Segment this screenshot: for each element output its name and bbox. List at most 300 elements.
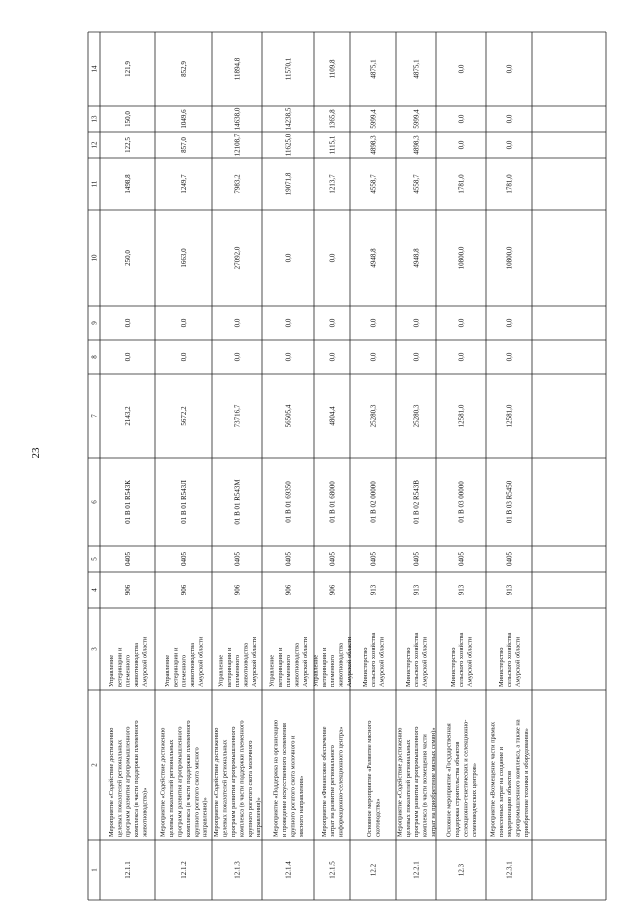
column-number-14 [90,65,98,73]
row-2-executor-line: Амурской области [197,636,205,687]
row-5-value-12 [328,135,336,154]
row-9-value-7 [505,404,513,427]
column-number-6 [90,500,98,504]
row-2-value-10-line: 1663,0 [179,248,188,268]
row-3-name-line: комплекса (в части поддержки племенного [238,720,246,837]
row-6-value-13-line: 5999,4 [369,109,378,129]
row-9-value-11 [505,174,513,194]
row-1-value-13 [124,111,132,127]
column-number-1 [90,868,98,872]
row-8-executor-line: сельского хозяйства [458,632,466,687]
row-7-csr-line: 01 В 02 R543В [412,480,421,524]
row-2-value-12-line: 857,0 [179,137,188,153]
row-9-value-7-line: 12581,0 [505,404,514,428]
row-1-value-11 [124,174,132,194]
row-6-name-line: скотоводства» [374,798,382,837]
column-number-4 [90,588,98,592]
row-9-csr-line: 01 В 03 R5450 [505,480,514,524]
row-3-executor [217,636,258,688]
row-5-executor-line: племенного [329,654,337,687]
row-6-value-9-line: 0,0 [369,318,378,328]
row-1-value-8-line: 0,0 [123,352,132,362]
row-4-value-11-line: 19071,8 [284,172,293,196]
row-6-code [369,863,377,876]
row-4-value-10 [284,253,292,262]
row-4-executor-line: племенного [285,654,293,687]
row-1-name-line: целевых показателей региональных [116,739,124,837]
row-1-value-12 [124,137,132,153]
row-1-value-9-line: 0,0 [123,318,132,328]
row-6-value-9 [369,318,377,327]
row-5-value-11-line: 1213,7 [328,174,337,194]
row-4-executor-line: Управление [268,654,276,687]
row-4-grbs [284,584,292,595]
column-number-2-line: 2 [90,763,99,767]
row-7-value-7 [412,404,420,427]
row-3-value-9 [233,318,241,327]
row-4-code [284,861,292,879]
row-6-rzpr-line: 0405 [369,552,378,566]
row-1-value-7 [124,406,132,426]
row-7-code [412,861,420,879]
row-2-value-11-line: 1249,7 [179,174,188,194]
row-2-value-13-line: 1049,6 [179,109,188,129]
row-1-code-line: 12.1.1 [123,861,132,879]
column-number-11 [90,180,98,187]
row-7-value-12 [412,135,420,155]
row-9-executor-line: Амурской области [514,636,522,687]
row-2-value-7 [180,406,188,426]
row-9-value-9-line: 0,0 [505,318,514,328]
column-number-2 [90,763,98,767]
row-4-value-12 [284,133,292,156]
row-6-value-13 [369,109,377,129]
row-6-value-7-line: 25280,3 [369,404,378,428]
row-3-value-13 [233,107,241,130]
row-4-grbs-line: 906 [284,584,293,596]
row-8-value-11 [457,174,465,194]
row-6-executor-line: Амурской области [378,636,386,687]
row-7-value-9 [412,318,420,327]
row-7-grbs-line: 913 [412,584,421,596]
row-3-value-12-line: 12108,7 [233,133,242,157]
row-6-value-11-line: 4558,7 [369,174,378,194]
row-8-value-9 [457,318,465,327]
row-9-grbs [505,584,513,595]
row-2-name-line: комплекса (в части поддержки племенного [184,720,192,837]
row-5-grbs [328,584,336,595]
row-4-value-14 [284,57,292,80]
column-number-4-line: 4 [90,588,99,592]
row-5-value-12-line: 1115,1 [328,135,337,155]
row-6-name-line: Основное мероприятие «Развитие мясного [366,720,374,837]
row-8-value-12-line: 0,0 [457,140,466,150]
row-5-value-13-line: 1365,8 [328,109,337,129]
row-7-value-7-line: 25280,3 [412,404,421,428]
row-7-value-12-line: 4898,3 [412,135,421,155]
row-9-name-line: модернизацию объектов [506,770,514,837]
row-6-executor-line: сельского хозяйства [370,632,378,687]
row-3-value-9-line: 0,0 [233,318,242,328]
row-8-grbs-line: 913 [457,584,466,596]
row-9-value-13-line: 0,0 [505,114,514,124]
row-4-name-line: крупного рогатого скота молочного и [289,735,297,837]
row-9-value-11-line: 1781,0 [505,174,514,194]
row-1-name-line: программ развития агропромышленного [124,726,132,837]
row-2-executor-line: ветеринарии и [172,647,180,687]
row-4-value-7 [284,404,292,427]
row-4-name [273,720,305,837]
column-number-8 [90,355,98,359]
row-8-name [446,720,478,837]
row-5-value-8-line: 0,0 [328,352,337,362]
row-3-name-line: Мероприятие «Содействие достижению [213,727,221,837]
row-6-value-14-line: 4875,1 [369,59,378,79]
row-5-value-11 [328,174,336,194]
row-7-value-13-line: 5999,4 [412,109,421,129]
row-9-name [489,719,530,837]
row-2-executor-line: животноводства [189,643,197,687]
row-8-value-7 [457,404,465,427]
row-9-code [505,861,513,879]
row-7-value-14-line: 4875,1 [412,59,421,79]
row-9-value-8 [505,352,513,361]
row-6-csr [369,481,377,523]
row-9-rzpr [505,552,513,567]
row-2-value-11 [180,174,188,194]
column-number-13-line: 13 [90,115,99,123]
row-3-value-10 [233,246,241,269]
row-3-rzpr [233,552,241,567]
row-9-grbs-line: 913 [505,584,514,596]
column-number-5-line: 5 [90,557,99,561]
row-7-name-line: целевых показателей региональных [404,739,412,837]
row-3-value-8 [233,352,241,361]
row-3-name-line: направления)» [255,797,263,837]
row-6-grbs-line: 913 [369,584,378,596]
row-2-name-line: программ развития агропромышленного [176,726,184,837]
row-8-value-13 [457,114,465,123]
column-number-10-line: 10 [90,254,99,262]
row-6-grbs [369,584,377,595]
column-number-12-line: 12 [90,141,99,149]
row-5-value-7-line: 4804,4 [328,406,337,426]
row-9-value-12 [505,140,513,149]
row-1-csr [124,480,132,524]
row-4-value-10-line: 0,0 [284,253,293,263]
row-6-value-14 [369,59,377,79]
row-9-value-14-line: 0,0 [505,64,514,74]
row-8-rzpr-line: 0405 [457,552,466,566]
row-4-value-9-line: 0,0 [284,318,293,328]
row-5-rzpr [328,552,336,567]
row-7-name-line: затрат на приобретение мясных семян)» [430,727,438,837]
row-6-value-10-line: 4948,8 [369,248,378,268]
row-2-value-9-line: 0,0 [179,318,188,328]
row-7-value-10-line: 4948,8 [412,248,421,268]
row-1-name-line: Мероприятие «Содействие достижению [107,727,115,837]
row-1-value-10 [124,250,132,266]
row-8-executor [450,632,474,687]
row-5-value-10-line: 0,0 [328,253,337,263]
row-5-csr [328,481,336,523]
row-9-value-10 [505,246,513,269]
row-5-executor-line: ветеринарии и [320,647,328,687]
row-7-value-9-line: 0,0 [412,318,421,328]
row-2-csr [180,480,188,524]
row-3-value-11-line: 7983,2 [233,174,242,194]
row-7-name-line: комплекса (в части возмещения части [421,734,429,837]
row-5-name-line: Мероприятие «Финансовое обеспечение [320,726,328,837]
row-6-executor [362,632,386,687]
row-2-value-9 [180,318,188,327]
row-1-value-10-line: 250,0 [123,250,132,266]
row-3-value-8-line: 0,0 [233,352,242,362]
row-5-code [328,861,336,879]
row-7-rzpr [412,552,420,567]
row-3-value-12 [233,133,241,156]
row-1-executor-line: животноводства [133,643,141,687]
row-1-code [124,861,132,879]
row-7-value-8-line: 0,0 [412,352,421,362]
row-5-value-10 [328,253,336,262]
row-2-value-12 [180,137,188,153]
row-6-value-8-line: 0,0 [369,352,378,362]
row-2-csr-line: 01 В 01 R543Л [179,480,188,524]
row-4-name-line: Мероприятие «Поддержка на организацию [272,719,280,837]
row-5-executor [312,636,353,688]
row-3-value-7-line: 73716,7 [233,404,242,428]
row-1-value-7-line: 2143,2 [123,406,132,426]
row-8-value-8-line: 0,0 [457,352,466,362]
row-6-value-11 [369,174,377,194]
column-number-10 [90,254,98,262]
row-1-value-14 [124,61,132,77]
row-1-value-14-line: 121,9 [123,61,132,77]
row-4-value-13-line: 14238,5 [284,107,293,131]
row-4-executor-line: животноводства [293,643,301,687]
row-9-value-9 [505,318,513,327]
row-1-csr-line: 01 В 01 R543К [123,480,132,524]
row-3-name-line: целевых показателей региональных [221,739,229,837]
row-3-value-11 [233,174,241,194]
row-8-name-line: селекционно-генетических и селекционно- [462,719,470,837]
row-8-name-line: семеноводческих центров» [470,763,478,837]
row-3-code [233,861,241,879]
row-9-executor-line: Министерство [497,647,505,687]
row-7-value-8 [412,352,420,361]
row-5-name-line: информационно-селекционного центра» [337,726,345,837]
row-9-csr [505,480,513,523]
row-5-value-9-line: 0,0 [328,318,337,328]
row-2-value-14 [180,61,188,77]
row-7-name-line: программ развития агропромышленного [413,726,421,837]
row-1-rzpr [124,552,132,567]
row-3-value-10-line: 27092,0 [233,246,242,270]
row-7-value-14 [412,59,420,79]
row-1-executor-line: ветеринарии и [116,647,124,687]
row-8-grbs [457,584,465,595]
row-9-value-13 [505,114,513,123]
row-1-grbs-line: 906 [123,584,132,596]
row-5-rzpr-line: 0405 [328,552,337,566]
column-number-5 [90,557,98,561]
row-1-value-13-line: 150,0 [123,111,132,127]
row-2-name-line: направления)» [201,797,209,837]
row-3-name [213,720,262,837]
row-2-code-line: 12.1.2 [179,861,188,879]
row-4-csr-line: 01 В 01 69350 [284,481,293,523]
row-7-executor-line: сельского хозяйства [413,632,421,687]
row-2-value-13 [180,109,188,129]
row-4-value-11 [284,172,292,195]
row-9-code-line: 12.3.1 [505,861,514,879]
row-6-name [366,721,381,837]
row-2-code [180,861,188,879]
row-1-value-11-line: 1498,8 [123,174,132,194]
row-3-executor-line: племенного [234,654,242,687]
column-number-7 [90,414,98,418]
row-8-value-11-line: 1781,0 [457,174,466,194]
row-7-code-line: 12.2.1 [412,861,421,879]
row-8-code [457,863,465,876]
row-4-value-8 [284,352,292,361]
row-9-name-line: приобретение техники и оборудования» [523,728,531,837]
row-5-value-7 [328,406,336,426]
row-2-name-line: крупного рогатого скота мясного [193,747,201,837]
row-3-executor-line: животноводства [242,643,250,687]
row-8-value-10-line: 10800,0 [457,246,466,270]
row-2-value-14-line: 852,9 [179,61,188,77]
row-2-name [160,720,209,837]
row-7-value-13 [412,109,420,129]
row-9-executor [498,632,522,687]
row-9-value-12-line: 0,0 [505,140,514,150]
row-8-csr-line: 01 В 03 00000 [457,481,466,523]
row-3-grbs [233,584,241,595]
column-number-9-line: 9 [90,321,99,325]
row-2-rzpr [180,552,188,567]
column-number-9 [90,321,98,325]
row-8-value-13-line: 0,0 [457,114,466,124]
row-5-name-line: затрат на развитие регионального [329,745,337,837]
row-5-value-9 [328,318,336,327]
row-9-name-line: агропромышленного комплекса, а также на [514,719,522,837]
row-1-value-8 [124,352,132,361]
row-6-value-7 [369,404,377,427]
row-8-value-7-line: 12581,0 [457,404,466,428]
row-2-grbs [180,584,188,595]
row-3-csr-line: 01 В 01 R543М [233,479,242,525]
row-4-name-line: и проведение искусственного осеменения [281,723,289,837]
row-9-name-line: понесенных затрат на создание и [497,746,505,837]
row-9-executor-line: сельского хозяйства [506,632,514,687]
page-number: 23 [30,447,42,459]
row-6-rzpr [369,552,377,567]
row-3-executor-line: Управление [217,654,225,687]
row-5-value-8 [328,352,336,361]
row-8-value-12 [457,140,465,149]
row-8-executor-line: Министерство [449,647,457,687]
row-2-name-line: Мероприятие «Содействие достижению [159,727,167,837]
row-3-rzpr-line: 0405 [233,552,242,566]
row-3-csr [233,479,241,525]
row-4-executor-line: ветеринарии и [276,647,284,687]
row-2-name-line: целевых показателей региональных [168,739,176,837]
column-number-6-line: 6 [90,500,99,504]
row-2-rzpr-line: 0405 [179,552,188,566]
row-3-code-line: 12.1.3 [233,861,242,879]
row-1-value-12-line: 122,5 [123,137,132,153]
row-4-csr [284,481,292,523]
row-1-name-line: животноводства)» [141,787,149,837]
row-5-value-14-line: 1109,8 [328,59,337,79]
row-7-executor-line: Министерство [404,647,412,687]
column-number-3 [90,647,98,651]
row-7-value-11 [412,174,420,194]
row-3-value-14 [233,57,241,80]
row-2-grbs-line: 906 [179,584,188,596]
row-8-value-8 [457,352,465,361]
row-6-value-12-line: 4898,3 [369,135,378,155]
column-number-8-line: 8 [90,355,99,359]
row-4-executor [268,636,309,688]
row-3-executor-line: Амурской области [251,636,259,687]
row-3-value-7 [233,404,241,427]
row-1-executor-line: Амурской области [141,636,149,687]
row-5-csr-line: 01 В 01 68000 [328,481,337,523]
row-4-name-line: мясного направления» [297,775,305,837]
row-7-grbs [412,584,420,595]
row-1-rzpr-line: 0405 [123,552,132,566]
row-5-executor-line: Управление [312,654,320,687]
row-7-executor-line: Амурской области [421,636,429,687]
row-1-executor-line: Управление [107,654,115,687]
row-3-executor-line: ветеринарии и [225,647,233,687]
column-number-12 [90,141,98,149]
row-1-grbs [124,584,132,595]
row-2-executor [164,636,205,688]
row-2-value-8 [180,352,188,361]
row-6-executor-line: Министерство [361,647,369,687]
row-5-code-line: 12.1.5 [328,861,337,879]
row-4-rzpr [284,552,292,567]
row-8-executor-line: Амурской области [466,636,474,687]
column-number-7-line: 7 [90,414,99,418]
row-2-executor-line: Управление [163,654,171,687]
row-7-rzpr-line: 0405 [412,552,421,566]
row-3-name-line: программ развития агропромышленного [230,726,238,837]
row-3-name-line: крупного рогатого скота молочного [246,740,254,837]
row-4-value-8-line: 0,0 [284,352,293,362]
row-9-value-14 [505,64,513,73]
row-9-name-line: Мероприятие «Возмещение части прямых [489,721,497,837]
row-5-executor-line: животноводства [337,643,345,687]
column-number-13 [90,115,98,123]
row-6-value-10 [369,248,377,268]
row-8-value-14 [457,64,465,73]
row-6-code-line: 12.2 [369,863,378,877]
row-5-executor-line: Амурской области [346,636,354,687]
row-4-executor-line: Амурской области [302,636,310,687]
row-4-value-14-line: 11570,1 [284,57,293,81]
row-7-executor [405,632,429,687]
row-4-value-9 [284,318,292,327]
column-number-3-line: 3 [90,647,99,651]
row-7-name [396,727,437,837]
row-8-rzpr [457,552,465,567]
row-4-value-12-line: 11625,0 [284,133,293,157]
